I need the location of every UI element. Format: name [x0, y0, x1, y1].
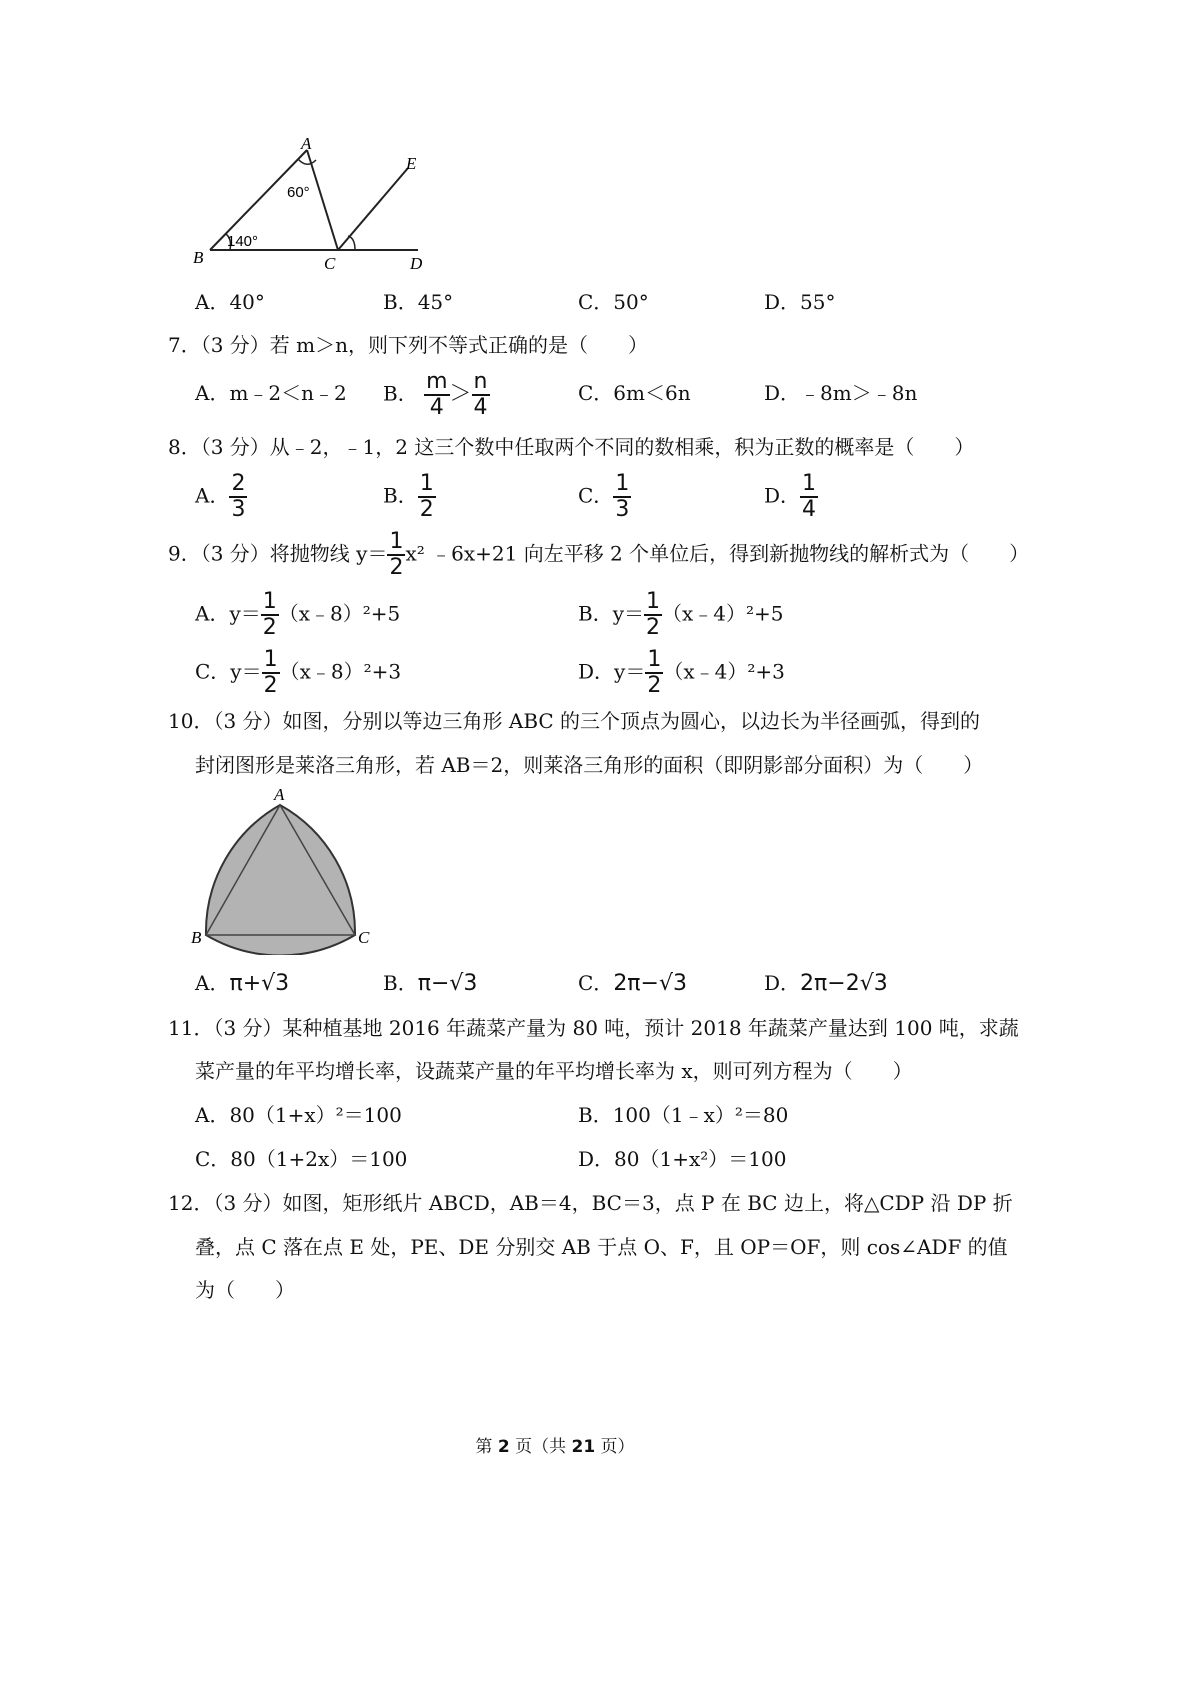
q6-option-b: B．45° — [383, 290, 454, 314]
label-D: D — [410, 254, 423, 273]
q7-option-a: A．m﹣2＜n﹣2 — [195, 381, 347, 405]
q10-option-a: A．π+√3 — [195, 971, 290, 996]
q7-fraction-m4: $\frac{m}{4}$ — [426, 369, 448, 420]
q8-option-a: A． $\frac{2}{3}$ — [195, 471, 246, 522]
q6-option-c: C．50° — [578, 290, 649, 314]
q11-option-b: B．100（1﹣x）²＝80 — [578, 1103, 789, 1127]
q7-option-d: D．﹣8m＞﹣8n — [764, 381, 918, 405]
q10-stem-line1: 10．（3 分）如图，分别以等边三角形 ABC 的三个顶点为圆心，以边长为半径画弧，得到的 — [168, 709, 981, 733]
q12-stem-line2: 叠，点 C 落在点 E 处，PE、DE 分别交 AB 于点 O、F，且 OP＝OF，则 cos∠ADF 的值 — [195, 1235, 1008, 1259]
q8-option-c: C． $\frac{1}{3}$ — [578, 471, 630, 522]
label-A: A — [301, 135, 312, 153]
label-A: A — [274, 785, 285, 804]
q10-option-b: B．π−√3 — [383, 971, 478, 996]
q7-stem: 7．（3 分）若 m＞n，则下列不等式正确的是（ ） — [168, 333, 649, 357]
q10-stem-line2: 封闭图形是莱洛三角形，若 AB＝2，则莱洛三角形的面积（即阴影部分面积）为（ ） — [195, 753, 984, 777]
page-number: 2 — [497, 1437, 510, 1457]
q9-stem: 9．（3 分）将抛物线 y＝ $\frac{1}{2}$ x² ﹣6x+21 向左平移 2 个单位后，得到新抛物线的解析式为（ ） — [168, 529, 1030, 580]
q6-option-d: D．55° — [764, 290, 836, 314]
label-E: E — [406, 154, 417, 173]
q8-stem: 8．（3 分）从﹣2，﹣1，2 这三个数中任取两个不同的数相乘，积为正数的概率是（ ） — [168, 435, 975, 459]
label-C: C — [358, 928, 370, 947]
q9-option-a: A．y＝ $\frac{1}{2}$ （x﹣8）²+5 — [195, 589, 401, 640]
q11-stem-line2: 菜产量的年平均增长率，设蔬菜产量的年平均增长率为 x，则可列方程为（ ） — [195, 1059, 913, 1083]
angle-60-label: 60° — [287, 184, 310, 201]
q11-option-c: C．80（1+2x）＝100 — [195, 1147, 408, 1171]
q9-option-b: B．y＝ $\frac{1}{2}$ （x﹣4）²+5 — [578, 589, 784, 640]
q12-stem-line1: 12．（3 分）如图，矩形纸片 ABCD，AB＝4，BC＝3，点 P 在 BC 边上，将△CDP 沿 DP 折 — [168, 1191, 1013, 1215]
label-C: C — [324, 254, 336, 273]
q8-option-d: D． $\frac{1}{4}$ — [764, 471, 817, 522]
q7-option-b: B． $\frac{m}{4}$ ＞ $\frac{n}{4}$ — [383, 369, 488, 420]
q11-option-a: A．80（1+x）²＝100 — [195, 1103, 402, 1127]
label-B: B — [193, 248, 204, 267]
q7-option-c: C．6m＜6n — [578, 381, 691, 405]
q6-option-a: A．40° — [195, 290, 265, 314]
q9-option-d: D．y＝ $\frac{1}{2}$ （x﹣4）²+3 — [578, 647, 785, 698]
angle-figure — [190, 135, 450, 285]
q7-fraction-n4: $\frac{n}{4}$ — [473, 369, 488, 420]
page-footer: 第 2 页（共 21 页） — [475, 1437, 635, 1457]
label-B: B — [191, 928, 202, 947]
q9-option-c: C．y＝ $\frac{1}{2}$ （x﹣8）²+3 — [195, 647, 402, 698]
q11-stem-line1: 11．（3 分）某种植基地 2016 年蔬菜产量为 80 吨，预计 2018 年蔬菜产量达到 100 吨，求蔬 — [168, 1016, 1019, 1040]
q10-option-c: C．2π−√3 — [578, 971, 688, 996]
angle-140-label: 140° — [227, 233, 259, 250]
reuleaux-triangle-figure — [188, 785, 388, 955]
total-pages: 21 — [571, 1437, 596, 1457]
q12-stem-line3: 为（ ） — [195, 1278, 295, 1302]
q11-option-d: D．80（1+x²）＝100 — [578, 1147, 787, 1171]
q10-option-d: D．2π−2√3 — [764, 971, 888, 996]
q8-option-b: B． $\frac{1}{2}$ — [383, 471, 434, 522]
